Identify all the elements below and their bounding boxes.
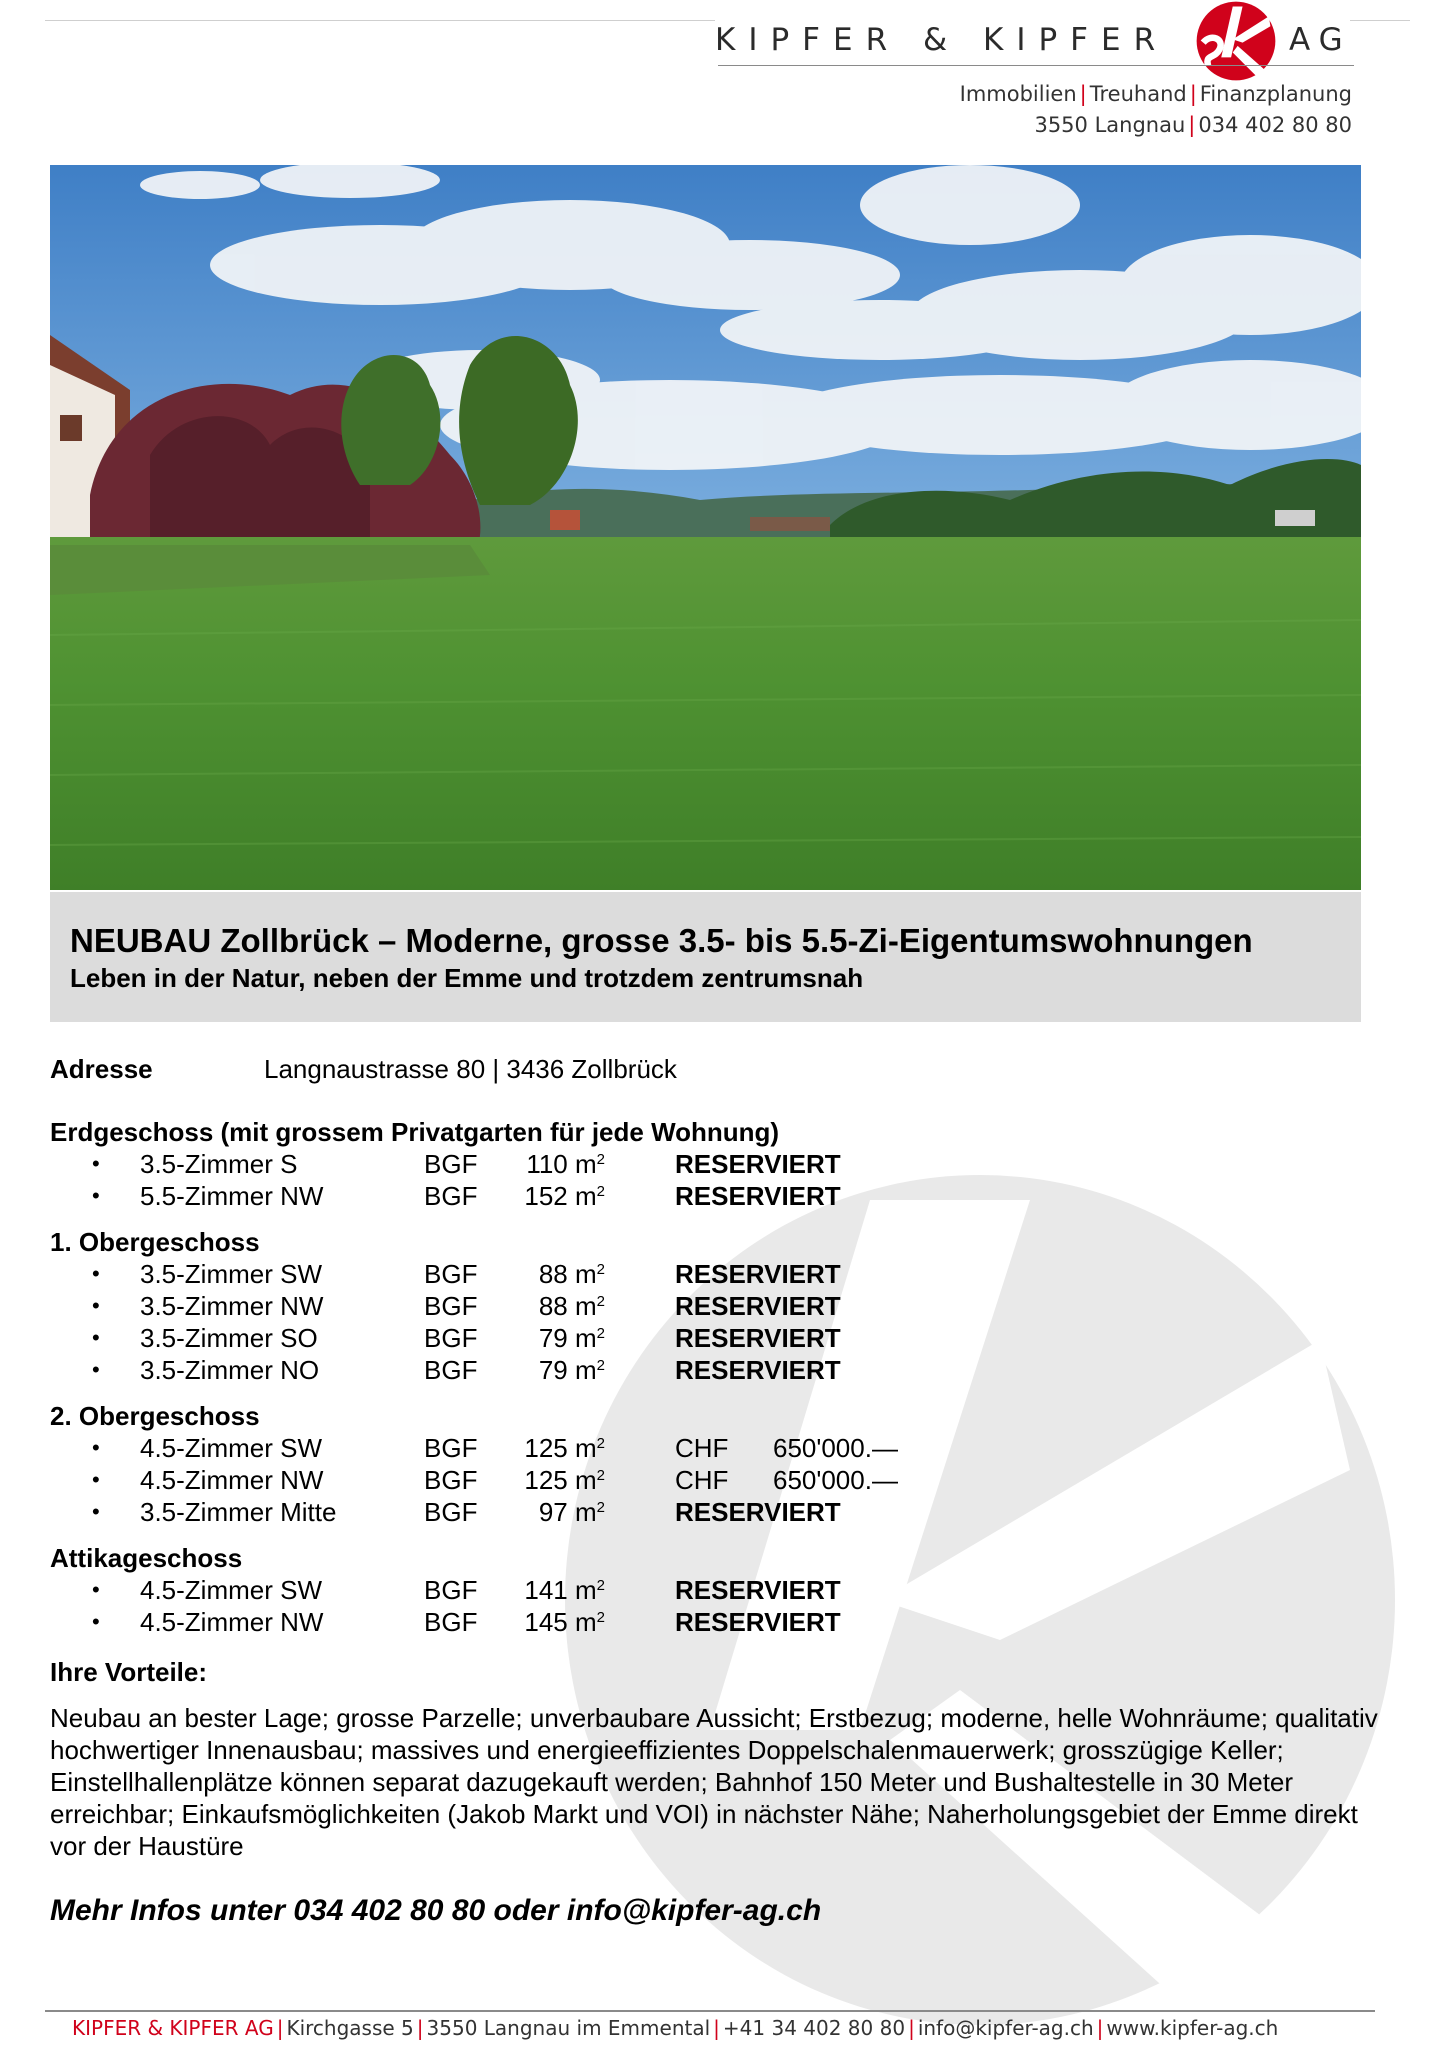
unit-bgf-label: BGF (424, 1575, 478, 1605)
unit-bgf-label: BGF (424, 1291, 478, 1321)
unit-name: 3.5-Zimmer SW (140, 1259, 322, 1289)
benefits-text: Neubau an bester Lage; grosse Parzelle; unverbaubare Aussicht; Erstbezug; moderne, helle Wohnräume; qualitativ hochwertiger Innenausbau; massives und energieeffizientes Doppelschalenmauerwerk; grosszügige Keller; Einstellhallenplätze können separat dazugekauft werden; Bahnhof 150 Meter und Bushaltestelle in 30 Meter erreichbar; Einkaufsmöglichkeiten (Jakob Markt und VOI) in nächster Nähe; Naherholungsgebiet der Emme direkt vor der Haustüre (50, 1703, 1378, 1861)
unit-bgf-label: BGF (424, 1433, 478, 1463)
unit-name: 5.5-Zimmer NW (140, 1181, 324, 1211)
footer-company: KIPFER & KIPFER AG (72, 2016, 274, 2040)
unit-price-currency: CHF (675, 1465, 729, 1495)
unit-area (490, 1322, 605, 1354)
unit-row (0, 1432, 1000, 1464)
unit-name: 3.5-Zimmer SO (140, 1323, 318, 1353)
brand-logo-icon (1195, 0, 1277, 82)
unit-row (0, 1574, 1000, 1606)
service-real-estate: Immobilien (959, 82, 1077, 106)
unit-row (0, 1322, 1000, 1354)
footer-separator: | (276, 2016, 284, 2040)
header-top-rule (45, 20, 715, 21)
unit-name: 4.5-Zimmer SW (140, 1433, 322, 1463)
unit-area-exponent: 2 (596, 1183, 605, 1200)
unit-price: 650'000.— (773, 1433, 898, 1463)
unit-area-exponent: 2 (596, 1609, 605, 1626)
unit-area-exponent: 2 (596, 1151, 605, 1168)
unit-area-exponent: 2 (596, 1293, 605, 1310)
footer-rule (45, 2010, 1375, 2012)
unit-row (0, 1148, 1000, 1180)
unit-bgf-label: BGF (424, 1497, 478, 1527)
unit-area (490, 1180, 605, 1212)
unit-status: RESERVIERT (675, 1497, 841, 1527)
unit-area-exponent: 2 (596, 1499, 605, 1516)
bullet-icon: • (92, 1357, 100, 1382)
floor-heading-attic: Attikageschoss (50, 1543, 243, 1573)
unit-area (490, 1290, 605, 1322)
unit-area (490, 1496, 605, 1528)
unit-row (0, 1496, 1000, 1528)
unit-area-value: 79 m (538, 1323, 597, 1353)
unit-area-value: 88 m (538, 1259, 597, 1289)
unit-status: RESERVIERT (675, 1291, 841, 1321)
unit-name: 4.5-Zimmer NW (140, 1465, 324, 1495)
address-label: Adresse (50, 1054, 153, 1084)
services-tagline (960, 82, 1352, 106)
unit-row (0, 1258, 1000, 1290)
property-photo (50, 165, 1361, 890)
floor-heading-ground: Erdgeschoss (mit grossem Privatgarten für jede Wohnung) (50, 1117, 780, 1147)
unit-status: RESERVIERT (675, 1259, 841, 1289)
unit-status: RESERVIERT (675, 1355, 841, 1385)
unit-area-value: 125 m (524, 1465, 597, 1495)
location-phone-tagline (1034, 113, 1352, 137)
unit-area-value: 152 m (524, 1181, 597, 1211)
footer-website-link[interactable]: www.kipfer-ag.ch (1106, 2016, 1279, 2040)
header-underline (718, 65, 1354, 66)
brand-name: KIPFER & KIPFER (715, 22, 1169, 58)
unit-row (0, 1180, 1000, 1212)
unit-name: 4.5-Zimmer NW (140, 1607, 324, 1637)
footer-street: Kirchgasse 5 (286, 2016, 414, 2040)
unit-row (0, 1354, 1000, 1386)
brand-suffix: AG (1289, 22, 1352, 58)
listing-subtitle: Leben in der Natur, neben der Emme und trotzdem zentrumsnah (70, 963, 864, 993)
unit-area-exponent: 2 (596, 1467, 605, 1484)
unit-status: RESERVIERT (675, 1149, 841, 1179)
bullet-icon: • (92, 1293, 100, 1318)
unit-area (490, 1354, 605, 1386)
unit-row (0, 1606, 1000, 1638)
floor-heading-second: 2. Obergeschoss (50, 1401, 260, 1431)
unit-row (0, 1464, 1000, 1496)
footer-email-link[interactable]: info@kipfer-ag.ch (917, 2016, 1094, 2040)
unit-name: 4.5-Zimmer SW (140, 1575, 322, 1605)
footer-separator: | (416, 2016, 424, 2040)
unit-area (490, 1574, 605, 1606)
footer-separator: | (1096, 2016, 1104, 2040)
unit-area-exponent: 2 (596, 1577, 605, 1594)
bullet-icon: • (92, 1183, 100, 1208)
bullet-icon: • (92, 1467, 100, 1492)
unit-name: 3.5-Zimmer NW (140, 1291, 324, 1321)
bullet-icon: • (92, 1325, 100, 1350)
unit-area (490, 1606, 605, 1638)
footer-separator: | (713, 2016, 720, 2040)
unit-area-value: 141 m (524, 1575, 597, 1605)
unit-bgf-label: BGF (424, 1323, 478, 1353)
unit-area-value: 110 m (526, 1149, 597, 1179)
address-value: Langnaustrasse 80 | 3436 Zollbrück (264, 1054, 677, 1084)
footer-phone: +41 34 402 80 80 (722, 2016, 906, 2040)
bullet-icon: • (92, 1577, 100, 1602)
unit-bgf-label: BGF (424, 1465, 478, 1495)
unit-status: RESERVIERT (675, 1323, 841, 1353)
unit-area-exponent: 2 (596, 1261, 605, 1278)
unit-area (490, 1258, 605, 1290)
bullet-icon: • (92, 1151, 100, 1176)
tagline-separator: | (1188, 113, 1196, 137)
unit-area (490, 1148, 605, 1180)
header-top-rule (1350, 20, 1410, 21)
unit-area-value: 145 m (524, 1607, 597, 1637)
unit-area-value: 97 m (538, 1497, 597, 1527)
unit-bgf-label: BGF (424, 1259, 478, 1289)
contact-line: Mehr Infos unter 034 402 80 80 oder info@kipfer-ag.ch (50, 1894, 822, 1927)
unit-price: 650'000.— (773, 1465, 898, 1495)
header-phone: 034 402 80 80 (1198, 113, 1352, 137)
footer-separator: | (908, 2016, 915, 2040)
service-financial-planning: Finanzplanung (1199, 82, 1352, 106)
header-location: 3550 Langnau (1034, 113, 1186, 137)
bullet-icon: • (92, 1609, 100, 1634)
benefits-heading: Ihre Vorteile: (50, 1657, 208, 1687)
service-trust: Treuhand (1089, 82, 1187, 106)
unit-area-exponent: 2 (596, 1325, 605, 1342)
footer-city: 3550 Langnau im Emmental (426, 2016, 711, 2040)
unit-bgf-label: BGF (424, 1181, 478, 1211)
bullet-icon: • (92, 1261, 100, 1286)
unit-price-currency: CHF (675, 1433, 729, 1463)
tagline-separator: | (1079, 82, 1087, 106)
unit-bgf-label: BGF (424, 1607, 478, 1637)
tagline-separator: | (1189, 82, 1197, 106)
bullet-icon: • (92, 1499, 100, 1524)
footer-address-line (72, 2016, 1278, 2040)
unit-area-value: 125 m (524, 1433, 597, 1463)
unit-name: 3.5-Zimmer S (140, 1149, 298, 1179)
unit-area-exponent: 2 (596, 1435, 605, 1452)
unit-area (490, 1464, 605, 1496)
unit-area-exponent: 2 (596, 1357, 605, 1374)
bullet-icon: • (92, 1435, 100, 1460)
listing-title: NEUBAU Zollbrück – Moderne, grosse 3.5- bis 5.5-Zi-Eigentumswohnungen (70, 922, 1253, 959)
unit-name: 3.5-Zimmer Mitte (140, 1497, 337, 1527)
unit-row (0, 1290, 1000, 1322)
unit-bgf-label: BGF (424, 1355, 478, 1385)
unit-area-value: 79 m (538, 1355, 597, 1385)
unit-status: RESERVIERT (675, 1181, 841, 1211)
floor-heading-first: 1. Obergeschoss (50, 1227, 260, 1257)
unit-bgf-label: BGF (424, 1149, 478, 1179)
unit-area-value: 88 m (538, 1291, 597, 1321)
unit-area (490, 1432, 605, 1464)
unit-name: 3.5-Zimmer NO (140, 1355, 320, 1385)
unit-status: RESERVIERT (675, 1575, 841, 1605)
unit-status: RESERVIERT (675, 1607, 841, 1637)
